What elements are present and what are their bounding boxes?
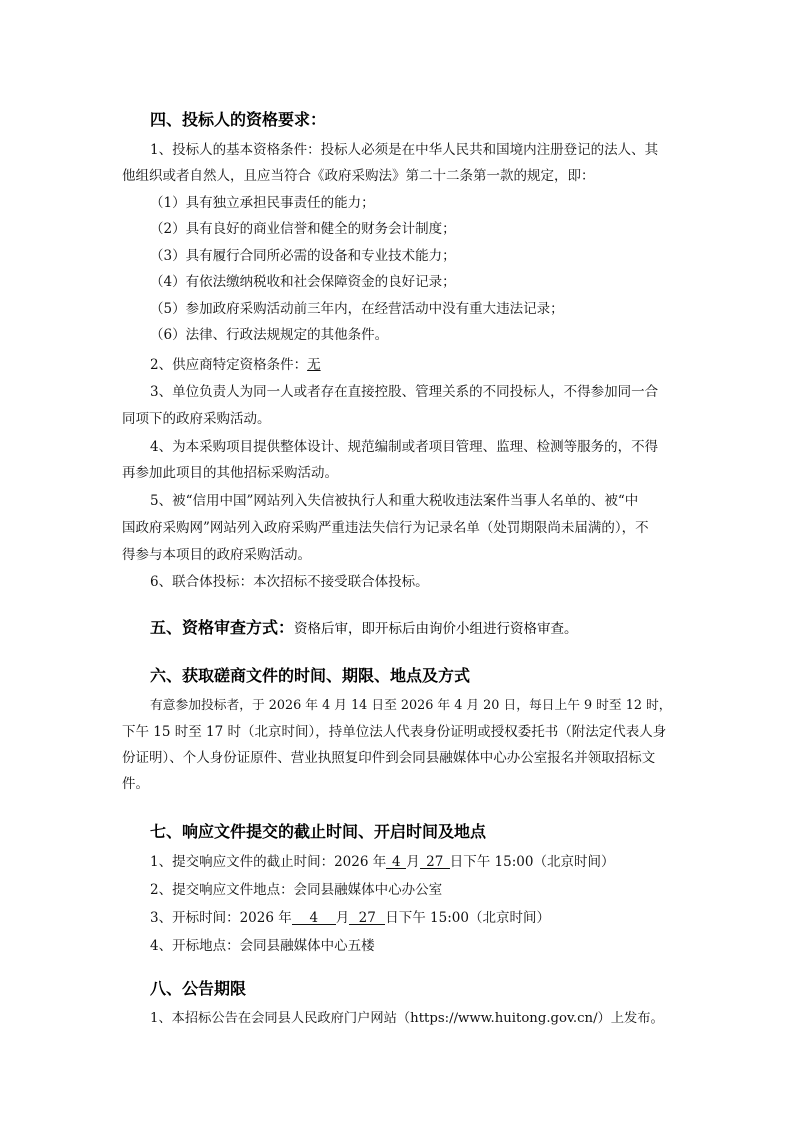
s4-item-5: （5）参加政府采购活动前三年内，在经营活动中没有重大违法记录； <box>150 301 564 317</box>
s7-deadline <box>150 853 614 871</box>
s4-item-2: （2）具有良好的商业信誉和健全的财务会计制度； <box>150 221 456 237</box>
s4-p1-line1: 1、投标人的基本资格条件：投标人必须是在中华人民共和国境内注册登记的法人、其 <box>150 142 659 158</box>
s6-line4: 件。 <box>122 776 149 792</box>
section-5-heading <box>150 617 578 640</box>
s7-open-time <box>150 909 550 927</box>
s6-line1: 有意参加投标者，于 2026 年 4 月 14 日至 2026 年 4 月 20 日，每日上午 9 时至 12 时， <box>150 698 672 713</box>
s4-p4-line2: 再参加此项目的其他招标采购活动。 <box>122 465 338 481</box>
section-4-heading: 四、投标人的资格要求： <box>150 110 327 129</box>
s4-item-4: （4）有依法缴纳税收和社会保障资金的良好记录； <box>150 274 456 290</box>
s4-p5-line1: 5、被“信用中国”网站列入失信被执行人和重大税收违法案件当事人名单的、被“中 <box>150 493 639 509</box>
s4-p3-line2: 同项下的政府采购活动。 <box>122 411 271 427</box>
s7-open-month: 4 <box>292 909 336 925</box>
s4-p6: 6、联合体投标：本次招标不接受联合体投标。 <box>150 574 429 590</box>
section-6-heading: 六、获取磋商文件的时间、期限、地点及方式 <box>150 666 471 685</box>
s6-line3: 份证明）、个人身份证原件、营业执照复印件到会同县融媒体中心办公室报名并领取招标文 <box>122 750 656 766</box>
s7-deadline-month: 4 <box>386 853 406 869</box>
s4-p2-label: 2、供应商特定资格条件： <box>150 357 308 373</box>
s6-line2: 下午 15 时至 17 时（北京时间），持单位法人代表身份证明或授权委托书（附法定代表人身 <box>122 724 667 740</box>
section-7-heading: 七、响应文件提交的截止时间、开启时间及地点 <box>150 822 487 841</box>
s4-p3-line1: 3、单位负责人为同一人或者存在直接控股、管理关系的不同投标人，不得参加同一合 <box>150 384 659 400</box>
s7-open-suffix: 日下午 15:00（北京时间） <box>385 910 550 926</box>
s4-item-3: （3）具有履行合同所必需的设备和专业技术能力； <box>150 248 456 264</box>
s4-p1-line2: 他组织或者自然人，且应当符合《政府采购法》第二十二条第一款的规定，即： <box>122 168 595 184</box>
s7-deadline-day: 27 <box>420 853 450 869</box>
s8-line1: 1、本招标公告在会同县人民政府门户网站（https://www.huitong.gov.cn/）上发布。 <box>150 1011 664 1026</box>
section-8-heading: 八、公告期限 <box>150 979 247 998</box>
s4-p5-line2: 国政府采购网”网站列入政府采购严重违法失信行为记录名单（处罚期限尚未届满的），不 <box>122 520 649 536</box>
s4-p2-value: 无 <box>307 357 321 373</box>
s7-open-mid: 月 <box>335 910 350 926</box>
s7-location: 2、提交响应文件地点：会同县融媒体中心办公室 <box>150 882 443 898</box>
section-5-title: 五、资格审查方式： <box>150 618 295 637</box>
s7-deadline-suffix: 日下午 15:00（北京时间） <box>449 854 615 870</box>
s4-p2 <box>150 356 321 374</box>
s4-p5-line3: 得参与本项目的政府采购活动。 <box>122 547 311 563</box>
s7-open-prefix: 3、开标时间：2026 年 <box>150 910 292 926</box>
s7-open-location: 4、开标地点：会同县融媒体中心五楼 <box>150 938 375 954</box>
s7-open-day: 27 <box>349 909 385 925</box>
s4-item-6: （6）法律、行政法规规定的其他条件。 <box>150 327 389 343</box>
s4-item-1: （1）具有独立承担民事责任的能力； <box>150 195 375 211</box>
s7-deadline-mid: 月 <box>406 854 420 870</box>
section-5-text: 资格后审，即开标后由询价小组进行资格审查。 <box>294 621 578 637</box>
s4-p4-line1: 4、为本采购项目提供整体设计、规范编制或者项目管理、监理、检测等服务的，不得 <box>150 439 659 455</box>
s7-deadline-prefix: 1、提交响应文件的截止时间：2026 年 <box>150 854 387 870</box>
